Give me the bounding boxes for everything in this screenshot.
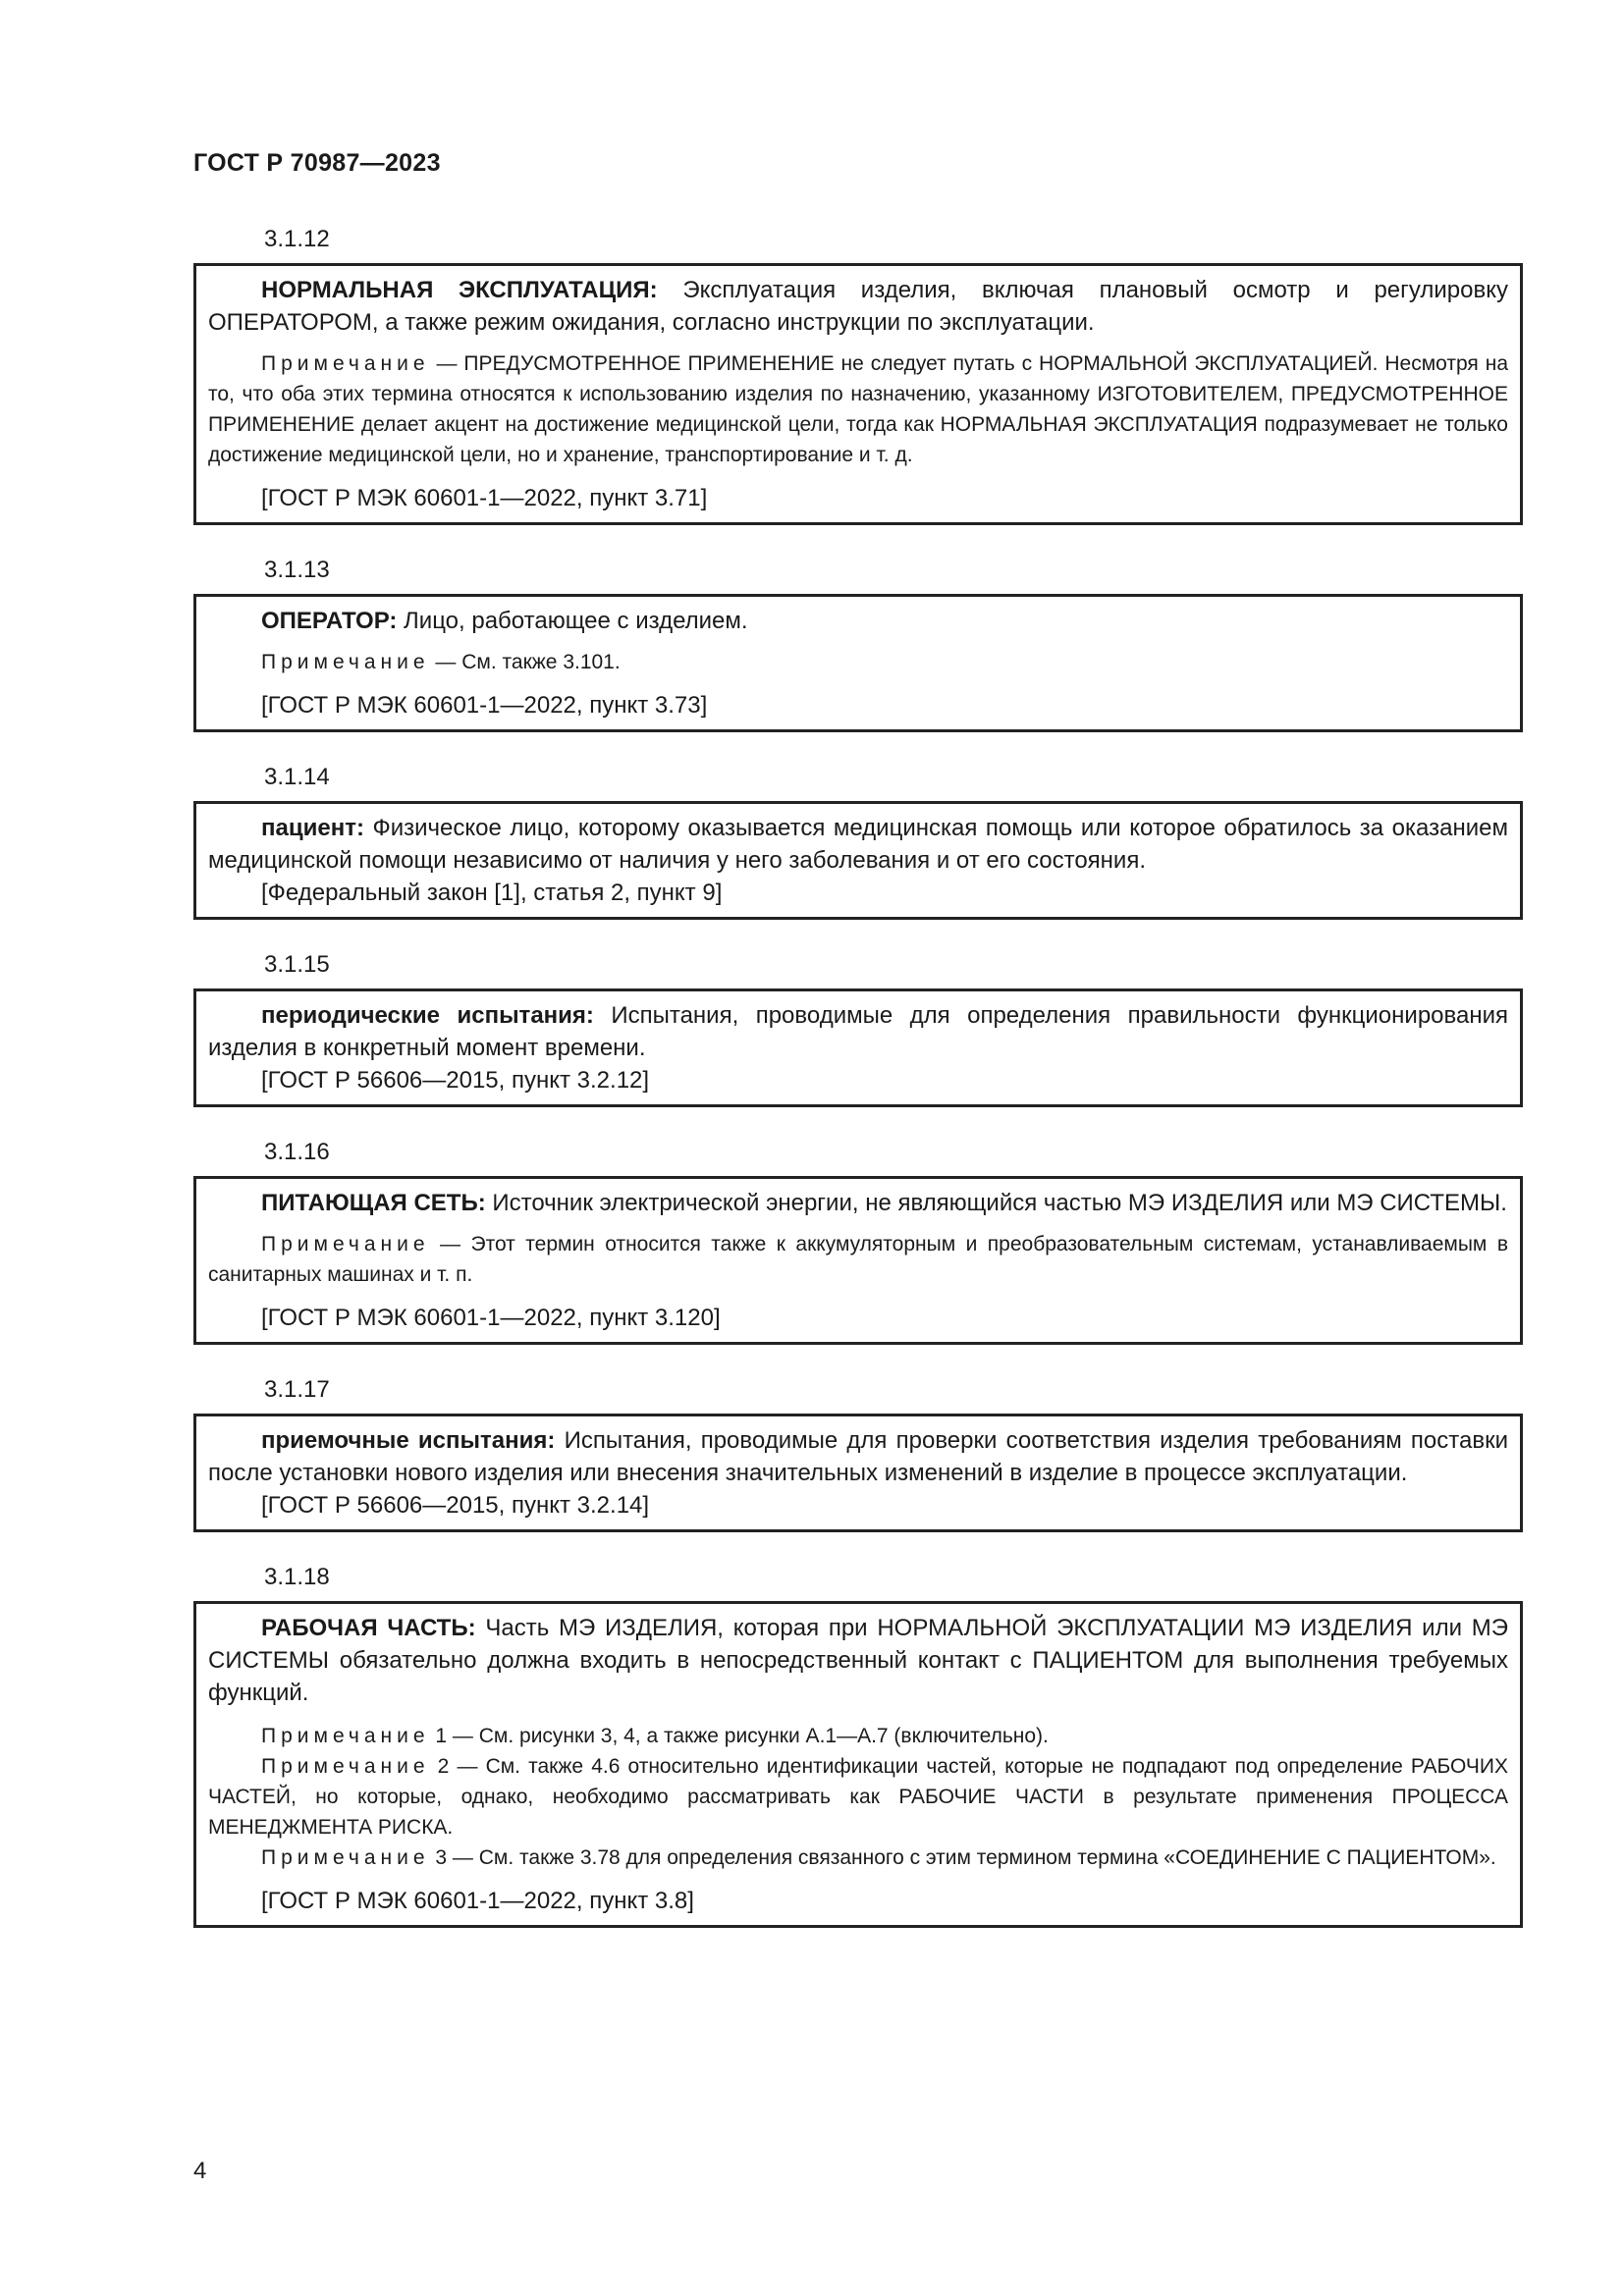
- term-name: РАБОЧАЯ ЧАСТЬ:: [261, 1615, 476, 1641]
- page-number: 4: [193, 2158, 207, 2184]
- term-number: 3.1.17: [264, 1376, 330, 1403]
- term-entry-3-1-15: [193, 949, 1523, 1107]
- note-label: Примечание: [261, 352, 430, 375]
- note-text: 2 — См. также 4.6 относительно идентификации частей, которые не подпадают под определение РАБОЧИХ ЧАСТЕЙ, но которые, однако, необходимо рассматривать как РАБОЧИЕ ЧАСТИ в результате применения ПРОЦЕССА МЕНЕДЖМЕНТА РИСКА.: [208, 1755, 1508, 1839]
- term-name: ОПЕРАТОР:: [261, 608, 398, 634]
- term-entry-3-1-16: [193, 1137, 1523, 1345]
- note-label: Примечание: [261, 651, 430, 673]
- term-name: НОРМАЛЬНАЯ ЭКСПЛУАТАЦИЯ:: [261, 277, 658, 303]
- term-box: [193, 594, 1523, 732]
- term-number: 3.1.16: [264, 1139, 330, 1165]
- term-entry-3-1-13: [193, 555, 1523, 732]
- term-reference: [ГОСТ Р 56606—2015, пункт 3.2.12]: [261, 1067, 650, 1094]
- term-box: [193, 1414, 1523, 1532]
- term-definition: [208, 605, 1508, 637]
- term-note-3: [208, 1842, 1508, 1873]
- term-note-2: [208, 1751, 1508, 1842]
- term-definition: [208, 999, 1508, 1064]
- term-definition: [208, 1424, 1508, 1489]
- term-name: пациент:: [261, 815, 364, 841]
- term-note: [208, 1229, 1508, 1290]
- term-box: [193, 1601, 1523, 1928]
- term-definition: [208, 812, 1508, 877]
- term-number: 3.1.12: [264, 226, 330, 252]
- note-label: Примечание: [261, 1846, 430, 1869]
- note-text: — См. также 3.101.: [429, 651, 621, 673]
- term-entry-3-1-12: [193, 224, 1523, 525]
- definition-text: Физическое лицо, которому оказывается медицинская помощь или которое обратилось за оказанием медицинской помощи независимо от наличия у него заболевания и от его состояния.: [208, 815, 1508, 874]
- note-text: — ПРЕДУСМОТРЕННОЕ ПРИМЕНЕНИЕ не следует путать с НОРМАЛЬНОЙ ЭКСПЛУАТАЦИЕЙ. Несмотря на то, что оба этих термина относятся к использованию изделия по назначению, указанному ИЗГОТОВИТЕЛЕМ, ПРЕДУСМОТРЕННОЕ ПРИМЕНЕНИЕ делает акцент на достижение медицинской цели, тогда как НОРМАЛЬНАЯ ЭКСПЛУАТАЦИЯ подразумевает не только достижение медицинской цели, но и хранение, транспортирование и т. д.: [208, 352, 1508, 466]
- term-reference: [ГОСТ Р МЭК 60601-1—2022, пункт 3.8]: [261, 1888, 694, 1914]
- term-box: [193, 1176, 1523, 1345]
- term-note-1: [208, 1721, 1508, 1751]
- definition-text: Испытания, проводимые для определения правильности функционирования изделия в конкретный момент времени.: [208, 1002, 1508, 1061]
- term-entry-3-1-14: [193, 762, 1523, 920]
- term-number: 3.1.14: [264, 764, 330, 790]
- term-entry-3-1-17: [193, 1374, 1523, 1532]
- term-reference: [ГОСТ Р МЭК 60601-1—2022, пункт 3.73]: [261, 692, 708, 719]
- term-definition: [208, 1187, 1508, 1219]
- definition-text: Источник электрической энергии, не являющийся частью МЭ ИЗДЕЛИЯ или МЭ СИСТЕМЫ.: [485, 1190, 1507, 1216]
- term-number: 3.1.18: [264, 1564, 330, 1590]
- term-name: приемочные испытания:: [261, 1427, 556, 1454]
- note-label: Примечание: [261, 1755, 430, 1778]
- term-box: [193, 801, 1523, 920]
- term-box: [193, 988, 1523, 1107]
- term-box: [193, 263, 1523, 525]
- definition-text: Часть МЭ ИЗДЕЛИЯ, которая при НОРМАЛЬНОЙ ЭКСПЛУАТАЦИИ МЭ ИЗДЕЛИЯ или МЭ СИСТЕМЫ обязательно должна входить в непосредственный контакт с ПАЦИЕНТОМ для выполнения требуемых функций.: [208, 1615, 1508, 1706]
- definition-text: Эксплуатация изделия, включая плановый осмотр и регулировку ОПЕРАТОРОМ, а также режим ожидания, согласно инструкции по эксплуатации.: [208, 277, 1508, 336]
- definition-text: Лицо, работающее с изделием.: [397, 608, 748, 634]
- document-header: ГОСТ Р 70987—2023: [193, 149, 441, 177]
- term-name: периодические испытания:: [261, 1002, 594, 1029]
- term-reference: [ГОСТ Р МЭК 60601-1—2022, пункт 3.120]: [261, 1305, 721, 1331]
- terms-list: [193, 224, 1523, 1957]
- note-text: 1 — См. рисунки 3, 4, а также рисунки А.1—А.7 (включительно).: [429, 1725, 1049, 1747]
- note-label: Примечание: [261, 1725, 430, 1747]
- term-number: 3.1.13: [264, 557, 330, 583]
- term-entry-3-1-18: [193, 1562, 1523, 1928]
- note-label: Примечание: [261, 1233, 430, 1255]
- term-note: [208, 647, 1508, 677]
- term-name: ПИТАЮЩАЯ СЕТЬ:: [261, 1190, 486, 1216]
- term-number: 3.1.15: [264, 951, 330, 978]
- note-text: — Этот термин относится также к аккумуляторным и преобразовательным системам, устанавливаемым в санитарных машинах и т. п.: [208, 1233, 1508, 1286]
- term-note: [208, 348, 1508, 470]
- term-definition: [208, 274, 1508, 339]
- term-reference: [ГОСТ Р МЭК 60601-1—2022, пункт 3.71]: [261, 485, 708, 511]
- term-definition: [208, 1612, 1508, 1709]
- note-text: 3 — См. также 3.78 для определения связанного с этим термином термина «СОЕДИНЕНИЕ С ПАЦИЕНТОМ».: [429, 1846, 1496, 1869]
- definition-text: Испытания, проводимые для проверки соответствия изделия требованиям поставки после установки нового изделия или внесения значительных изменений в изделие в процессе эксплуатации.: [208, 1427, 1508, 1486]
- term-reference: [ГОСТ Р 56606—2015, пункт 3.2.14]: [261, 1492, 650, 1519]
- term-reference: [Федеральный закон [1], статья 2, пункт 9]: [261, 880, 723, 906]
